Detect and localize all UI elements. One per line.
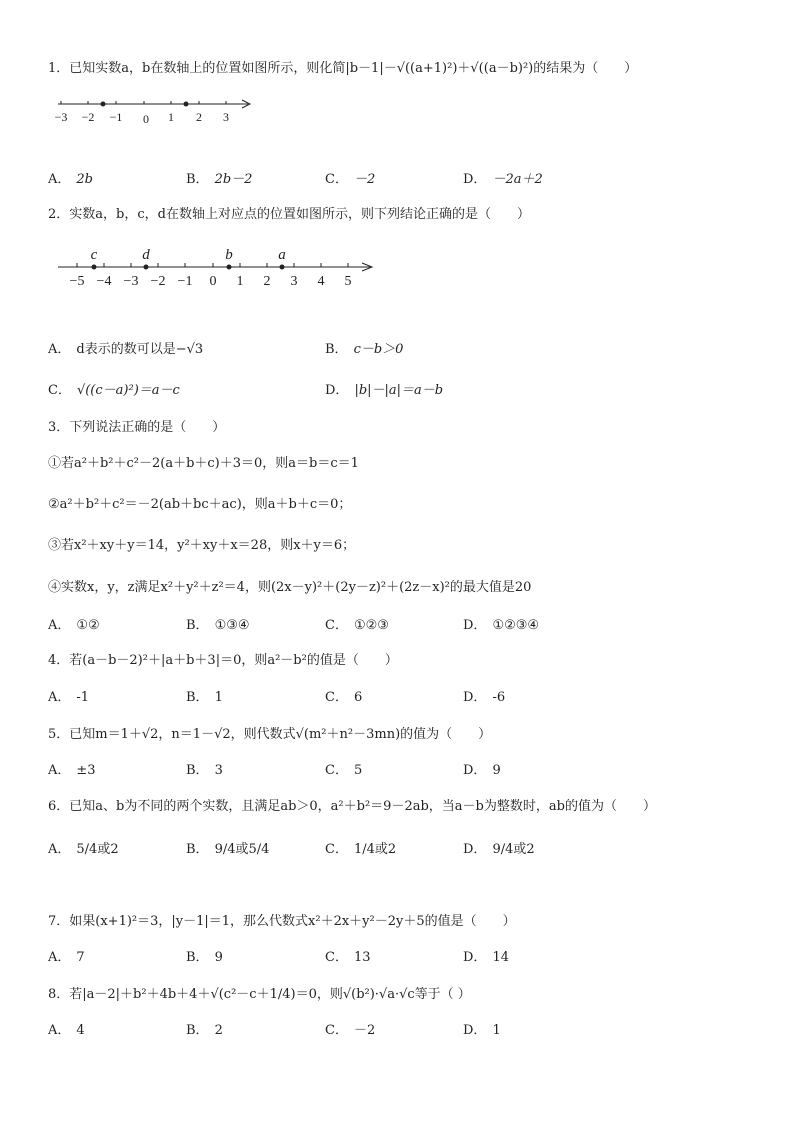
option-c[interactable]: C． －2 [325, 172, 376, 187]
option-b[interactable]: B． 9 [186, 950, 223, 965]
point-d-label: d [142, 247, 150, 263]
option-b[interactable]: B． 9/4或5/4 [186, 842, 270, 857]
option-a[interactable]: A． ±3 [48, 763, 96, 778]
question-3-stem: 3．下列说法正确的是（ ） [48, 420, 226, 435]
point-d-dot [144, 265, 149, 270]
option-b[interactable]: B． ①③④ [186, 618, 250, 633]
axis1-tick-label: −1 [109, 110, 123, 124]
question-7-stem: 7．如果(x+1)²＝3，|y－1|＝1，那么代数式x²＋2x＋y²－2y＋5的值是（ ） [48, 914, 516, 929]
option-b[interactable]: B． c－b＞0 [325, 342, 404, 357]
question-6-options [48, 840, 748, 860]
axis1-tick-label: 1 [168, 110, 174, 124]
option-d[interactable]: D． |b|－|a|＝a－b [325, 383, 444, 398]
axis1-tick-label: −2 [81, 110, 95, 124]
option-d[interactable]: D． 9/4或2 [463, 842, 535, 857]
option-b[interactable]: B． 1 [186, 690, 223, 705]
option-a[interactable]: A． 7 [48, 950, 85, 965]
point-a-label: a [278, 247, 286, 263]
option-a[interactable]: A． ①② [48, 618, 100, 633]
question-6-stem: 6．已知a、b为不同的两个实数，且满足ab＞0，a²＋b²＝9－2ab，当a－b为整数时，ab的值为（ ） [48, 799, 656, 814]
option-c[interactable]: C． ①②③ [325, 618, 389, 633]
question-2-stem: 2．实数a，b，c，d在数轴上对应点的位置如图所示，则下列结论正确的是（ ） [48, 207, 530, 222]
axis2-tick-label: 3 [290, 274, 298, 289]
point-b-label: b [225, 247, 233, 263]
question-3-statement-3: ③若x²＋xy＋y＝14，y²＋xy＋x＝28，则x＋y＝6； [48, 538, 356, 553]
option-d[interactable]: D． 9 [463, 763, 501, 778]
axis2-tick-label: 1 [236, 274, 244, 289]
question-4-stem: 4．若(a－b－2)²＋|a＋b＋3|＝0，则a²－b²的值是（ ） [48, 653, 398, 668]
option-c[interactable]: C． 13 [325, 950, 371, 965]
question-2-options-row2 [48, 381, 748, 401]
axis2-tick-label: 4 [317, 274, 325, 289]
option-c[interactable]: C． √((c－a)²)＝a－c [48, 383, 180, 398]
axis1-tick-label: 0 [143, 112, 149, 126]
question-7-options [48, 948, 748, 968]
axis2-tick-label: −5 [69, 274, 85, 289]
option-d[interactable]: D． ①②③④ [463, 618, 540, 633]
option-c[interactable]: C． －2 [325, 1023, 376, 1038]
option-c[interactable]: C． 1/4或2 [325, 842, 397, 857]
option-b[interactable]: B． 2 [186, 1023, 223, 1038]
question-3-options [48, 616, 748, 636]
option-b[interactable]: B． 2b－2 [186, 172, 253, 187]
axis2-tick-label: −3 [123, 274, 139, 289]
axis1-tick-label: 3 [223, 110, 229, 124]
number-line-2 [0, 0, 794, 300]
point-a-dot [280, 265, 285, 270]
option-c[interactable]: C． 5 [325, 763, 363, 778]
axis2-tick-label: −2 [150, 274, 166, 289]
option-c[interactable]: C． 6 [325, 690, 363, 705]
axis2-tick-label: 2 [263, 274, 271, 289]
axis2-tick-label: 5 [344, 274, 352, 289]
axis2-tick-label: 0 [209, 274, 217, 289]
question-8-stem: 8．若|a－2|＋b²＋4b＋4＋√(c²－c＋1/4)＝0，则√(b²)·√a·√c等于（ ） [48, 987, 471, 1002]
point-b-dot [227, 265, 232, 270]
question-5-options [48, 761, 748, 781]
question-8-options [48, 1021, 748, 1041]
question-4-options [48, 688, 748, 708]
option-a[interactable]: A． d表示的数可以是−√3 [48, 342, 204, 357]
option-a[interactable]: A． 5/4或2 [48, 842, 119, 857]
option-d[interactable]: D． －2a＋2 [463, 172, 543, 187]
axis2-tick-label: −4 [96, 274, 112, 289]
option-a[interactable]: A． 2b [48, 172, 93, 187]
question-3-statement-2: ②a²＋b²＋c²＝－2(ab＋bc＋ac)，则a＋b＋c＝0； [48, 497, 352, 512]
question-2-options-row1 [48, 340, 748, 360]
point-c-label: c [90, 247, 98, 263]
option-d[interactable]: D． 1 [463, 1023, 501, 1038]
option-b[interactable]: B． 3 [186, 763, 223, 778]
question-3-statement-4: ④实数x，y，z满足x²＋y²＋z²＝4，则(2x－y)²＋(2y－z)²＋(2z－x)²的最大值是20 [48, 580, 532, 595]
question-5-stem: 5．已知m＝1＋√2，n＝1－√2，则代数式√(m²＋n²－3mn)的值为（ ） [48, 727, 492, 742]
question-1-stem: 1．已知实数a，b在数轴上的位置如图所示，则化简|b－1|－√((a+1)²)＋√((a－b)²)的结果为（ ） [48, 61, 638, 76]
option-d[interactable]: D． -6 [463, 690, 506, 705]
option-a[interactable]: A． 4 [48, 1023, 85, 1038]
axis1-tick-label: 2 [196, 110, 202, 124]
axis1-tick-label: −3 [54, 110, 68, 124]
option-d[interactable]: D． 14 [463, 950, 509, 965]
point-c-dot [92, 265, 97, 270]
axis2-tick-label: −1 [177, 274, 193, 289]
option-a[interactable]: A． -1 [48, 690, 90, 705]
question-3-statement-1: ①若a²＋b²＋c²－2(a＋b＋c)＋3＝0，则a＝b＝c＝1 [48, 456, 359, 471]
